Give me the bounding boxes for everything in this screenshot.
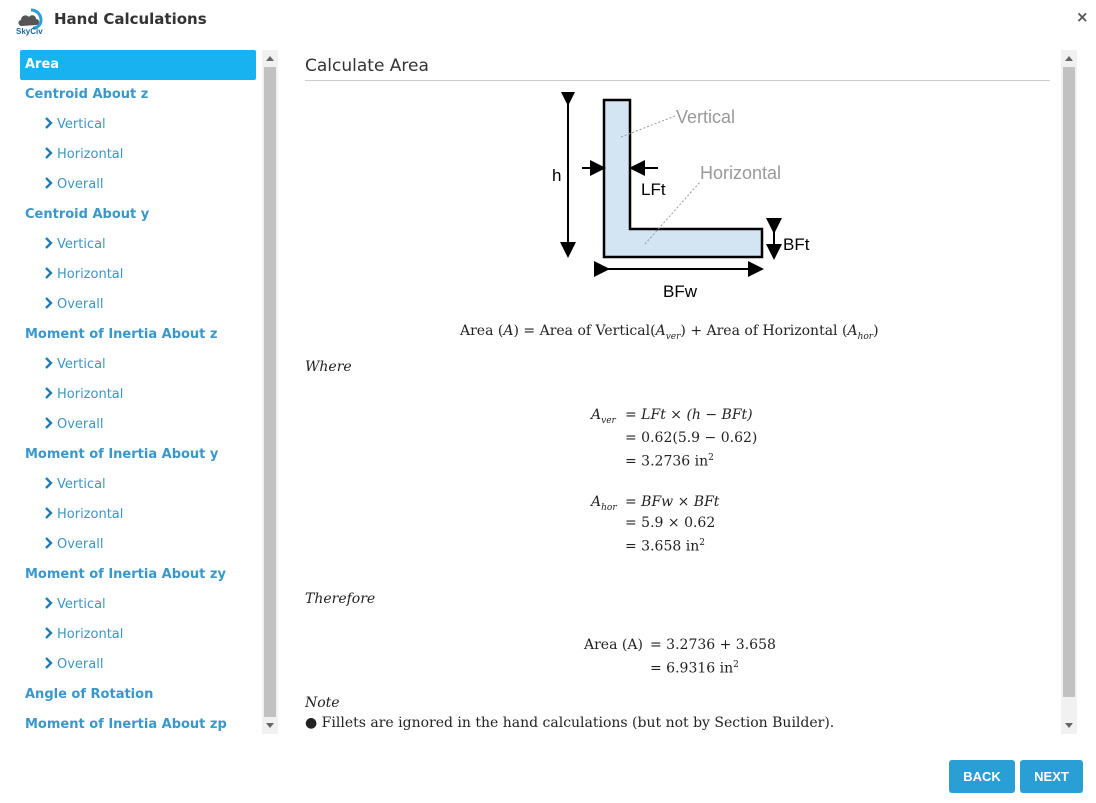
sidebar-section-item[interactable]: [20, 50, 256, 80]
chevron-right-icon: [44, 627, 53, 639]
sidebar-item-label: Vertical: [57, 237, 106, 252]
sidebar-item-label: Moment of Inertia About y: [25, 447, 219, 462]
dialog-header: [0, 0, 1096, 40]
chevron-right-icon: [44, 387, 53, 399]
sidebar-item-label: Moment of Inertia About zp: [25, 717, 227, 732]
sidebar-item-label: Horizontal: [57, 147, 124, 162]
sidebar-item-label: Horizontal: [57, 387, 124, 402]
sidebar-section-item[interactable]: [20, 200, 256, 230]
chevron-right-icon: [44, 147, 53, 159]
vertical-label: Vertical: [676, 107, 736, 127]
horizontal-label: Horizontal: [700, 163, 782, 183]
page-title: Calculate Area: [305, 50, 1050, 81]
chevron-right-icon: [44, 297, 53, 309]
bfw-label: BFw: [663, 282, 697, 301]
sidebar-item-label: Overall: [57, 657, 104, 672]
sidebar-section-item[interactable]: [20, 710, 256, 734]
sidebar-sub-item[interactable]: [20, 500, 256, 530]
aver-line-1: = LFt × (h − BFt): [625, 407, 753, 423]
scroll-down-icon[interactable]: [1065, 723, 1073, 728]
sidebar-section-item[interactable]: [20, 320, 256, 350]
chevron-right-icon: [44, 177, 53, 189]
sidebar-item-label: Area: [25, 57, 60, 72]
scrollbar-thumb[interactable]: [264, 67, 276, 717]
scroll-up-icon[interactable]: [1065, 56, 1073, 61]
content-scrollbar[interactable]: [1061, 50, 1077, 734]
chevron-right-icon: [44, 597, 53, 609]
sidebar-section-item[interactable]: [20, 440, 256, 470]
sidebar-item-label: Angle of Rotation: [25, 687, 154, 702]
dialog-title: Hand Calculations: [54, 10, 207, 28]
sidebar-sub-item[interactable]: [20, 290, 256, 320]
sidebar-scrollbar[interactable]: [262, 50, 278, 734]
chevron-right-icon: [44, 117, 53, 129]
chevron-right-icon: [44, 657, 53, 669]
note-text: ● Fillets are ignored in the hand calculations (but not by Section Builder).: [305, 715, 835, 731]
sidebar-section-item[interactable]: [20, 80, 256, 110]
scroll-down-icon[interactable]: [266, 723, 274, 728]
sidebar-sub-item[interactable]: [20, 410, 256, 440]
chevron-right-icon: [44, 267, 53, 279]
sidebar-item-label: Moment of Inertia About zy: [25, 567, 226, 582]
sidebar-item-label: Overall: [57, 297, 104, 312]
aver-line-2: = 0.62(5.9 − 0.62): [625, 430, 758, 446]
chevron-right-icon: [44, 477, 53, 489]
sidebar-sub-item[interactable]: [20, 470, 256, 500]
result-lhs: Area (A): [584, 637, 643, 653]
sidebar-section-item[interactable]: [20, 680, 256, 710]
ahor-line-2: = 5.9 × 0.62: [625, 515, 716, 531]
sidebar-sub-item[interactable]: [20, 380, 256, 410]
back-button[interactable]: BACK: [949, 760, 1015, 793]
sidebar-item-label: Centroid About y: [25, 207, 150, 222]
sidebar-sub-item[interactable]: [20, 530, 256, 560]
main-content: [305, 50, 1053, 734]
ahor-line-1: = BFw × BFt: [625, 494, 720, 510]
sidebar-sub-item[interactable]: [20, 230, 256, 260]
chevron-right-icon: [44, 507, 53, 519]
sidebar-item-label: Vertical: [57, 477, 106, 492]
chevron-right-icon: [44, 417, 53, 429]
aver-lhs: $A_{ver}$: [591, 407, 616, 426]
ahor-line-3: = 3.658 $in^2$: [625, 538, 705, 555]
sidebar-item-label: Horizontal: [57, 507, 124, 522]
sidebar-sub-item[interactable]: [20, 620, 256, 650]
sidebar-sub-item[interactable]: [20, 650, 256, 680]
sidebar-item-label: Overall: [57, 177, 104, 192]
sidebar-sub-item[interactable]: [20, 170, 256, 200]
h-label: h: [552, 166, 562, 185]
logo-text: SkyCiv: [16, 27, 43, 36]
scrollbar-thumb[interactable]: [1063, 67, 1075, 697]
sidebar-item-label: Moment of Inertia About z: [25, 327, 218, 342]
sidebar-sub-item[interactable]: [20, 260, 256, 290]
sidebar-item-label: Vertical: [57, 117, 106, 132]
sidebar-sub-item[interactable]: [20, 140, 256, 170]
aver-line-3: = 3.2736 $in^2$: [625, 453, 714, 470]
sidebar-sub-item[interactable]: [20, 590, 256, 620]
result-line-2: = 6.9316 $in^2$: [650, 660, 739, 677]
chevron-right-icon: [44, 357, 53, 369]
sidebar-item-label: Vertical: [57, 597, 106, 612]
where-label: Where: [305, 359, 352, 375]
sidebar-item-label: Centroid About z: [25, 87, 149, 102]
note-label: Note: [305, 695, 340, 711]
sidebar-section-item[interactable]: [20, 560, 256, 590]
sidebar-item-label: Overall: [57, 417, 104, 432]
ahor-lhs: $A_{hor}$: [591, 494, 617, 513]
chevron-right-icon: [44, 237, 53, 249]
area-equation: Area (A) = Area of $Vertical(A_{ver})$ + Area of Horizontal $(A_{hor})$: [460, 323, 879, 342]
lft-label: LFt: [641, 180, 666, 199]
sidebar-item-label: Vertical: [57, 357, 106, 372]
angle-section-diagram: [525, 92, 845, 307]
next-button[interactable]: NEXT: [1020, 760, 1083, 793]
sidebar-item-label: Horizontal: [57, 627, 124, 642]
sidebar-nav: [20, 50, 256, 734]
result-line-1: = 3.2736 + 3.658: [650, 637, 776, 653]
sidebar-sub-item[interactable]: [20, 110, 256, 140]
sidebar-item-label: Overall: [57, 537, 104, 552]
close-icon[interactable]: ×: [1076, 8, 1089, 26]
bft-label: BFt: [783, 235, 810, 254]
sidebar-sub-item[interactable]: [20, 350, 256, 380]
sidebar-item-label: Horizontal: [57, 267, 124, 282]
chevron-right-icon: [44, 537, 53, 549]
scroll-up-icon[interactable]: [266, 56, 274, 61]
therefore-label: Therefore: [305, 591, 376, 607]
